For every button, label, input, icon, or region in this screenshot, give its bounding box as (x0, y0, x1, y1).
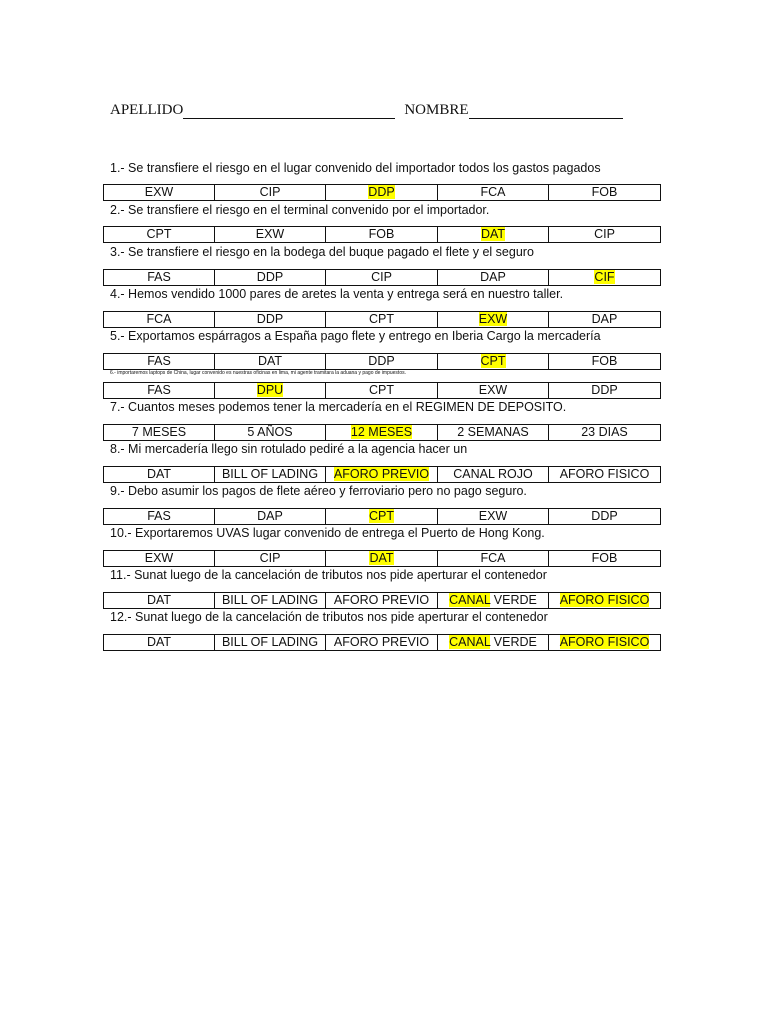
option-cell[interactable] (549, 185, 661, 201)
option-label: AFORO PREVIO (333, 593, 430, 607)
option-label: DDP (591, 509, 618, 523)
question-2-options (103, 226, 661, 243)
option-label: CIP (259, 185, 281, 199)
option-cell[interactable] (549, 383, 661, 399)
option-cell[interactable] (215, 227, 326, 243)
option-cell[interactable] (549, 467, 661, 483)
option-cell[interactable] (326, 227, 438, 243)
question-4-text: 4.- Hemos vendido 1000 pares de aretes la venta y entrega será en nuestro taller. (110, 287, 564, 301)
option-cell[interactable] (104, 270, 215, 286)
option-cell[interactable] (326, 185, 438, 201)
option-cell[interactable] (104, 354, 215, 370)
nombre-field[interactable] (469, 104, 623, 119)
option-label: CPT (369, 312, 394, 326)
option-label: CIP (371, 270, 392, 284)
option-cell[interactable] (549, 551, 661, 567)
option-cell[interactable] (438, 227, 549, 243)
option-label: 2 SEMANAS (457, 425, 529, 439)
question-11-text: 11.- Sunat luego de la cancelación de tributos nos pide aperturar el contenedor (110, 568, 547, 582)
option-label: DDP (256, 270, 284, 284)
option-label: CPT (146, 227, 172, 241)
question-1-options (103, 184, 661, 201)
option-cell[interactable] (104, 227, 215, 243)
highlighted-answer: CANAL (449, 635, 491, 649)
option-label: EXW (255, 227, 285, 241)
highlighted-answer: CIF (594, 270, 615, 284)
option-cell[interactable] (104, 312, 215, 328)
option-cell[interactable] (438, 593, 549, 609)
option-label: FOB (368, 227, 395, 241)
option-label: FOB (591, 551, 618, 565)
option-cell[interactable] (326, 635, 438, 651)
option-cell[interactable] (549, 635, 661, 651)
option-cell[interactable] (215, 635, 326, 651)
option-cell[interactable] (438, 270, 549, 286)
question-7-text: 7.- Cuantos meses podemos tener la mercadería en el REGIMEN DE DEPOSITO. (110, 400, 567, 414)
option-cell[interactable] (215, 270, 326, 286)
option-cell[interactable] (326, 354, 438, 370)
option-cell[interactable] (326, 270, 438, 286)
option-label: DAP (480, 270, 506, 284)
question-8-text: 8.- Mi mercadería llego sin rotulado pediré a la agencia hacer un (110, 442, 468, 456)
question-1-text: 1.- Se transfiere el riesgo en el lugar convenido del importador todos los gastos pagados (110, 161, 601, 175)
option-cell[interactable] (104, 635, 215, 651)
option-label: DAT (257, 354, 283, 368)
question-6-options (103, 382, 661, 399)
option-cell[interactable] (438, 354, 549, 370)
option-label: FOB (591, 354, 618, 368)
option-label: CIP (594, 227, 615, 241)
option-cell[interactable] (104, 425, 215, 441)
option-cell[interactable] (215, 354, 326, 370)
option-cell[interactable] (438, 467, 549, 483)
option-cell[interactable] (438, 509, 549, 525)
highlighted-answer: CPT (480, 354, 506, 368)
option-cell[interactable] (104, 593, 215, 609)
option-label: FAS (147, 270, 171, 284)
option-label: BILL OF LADING (221, 593, 319, 607)
option-label: FAS (147, 354, 171, 368)
highlighted-answer: EXW (478, 312, 508, 326)
option-cell[interactable] (438, 312, 549, 328)
option-label: DAT (146, 593, 172, 607)
option-label: BILL OF LADING (221, 635, 319, 649)
option-label: CPT (369, 383, 394, 397)
option-cell[interactable] (438, 383, 549, 399)
question-2-text: 2.- Se transfiere el riesgo en el terminal convenido por el importador. (110, 203, 490, 217)
highlighted-answer: CANAL (449, 593, 491, 607)
question-3-text: 3.- Se transfiere el riesgo en la bodega del buque pagado el flete y el seguro (110, 245, 534, 259)
option-cell[interactable] (104, 383, 215, 399)
question-12-text: 12.- Sunat luego de la cancelación de tributos nos pide aperturar el contenedor (110, 610, 548, 624)
highlighted-answer: AFORO FISICO (559, 593, 650, 607)
option-cell[interactable] (438, 551, 549, 567)
option-cell[interactable] (215, 467, 326, 483)
option-cell[interactable] (326, 425, 438, 441)
option-label: FCA (480, 551, 506, 565)
option-label: DDP (256, 312, 284, 326)
name-header (110, 102, 623, 119)
option-label: BILL OF LADING (221, 467, 319, 481)
nombre-label: NOMBRE (404, 102, 469, 118)
question-6-text: 6.- importaremos laptops de China, lugar convenido es nuestras oficinas en lima, mi agente tramitara la aduana y pago de impuestos. (110, 370, 406, 376)
option-cell[interactable] (549, 425, 661, 441)
option-label: EXW (478, 383, 508, 397)
question-11-options (103, 592, 661, 609)
option-label: FAS (147, 383, 171, 397)
option-cell[interactable] (549, 509, 661, 525)
question-8-options (103, 466, 661, 483)
option-cell[interactable] (326, 593, 438, 609)
option-label: FCA (480, 185, 506, 199)
option-cell[interactable] (326, 467, 438, 483)
option-cell[interactable] (549, 312, 661, 328)
option-cell[interactable] (438, 425, 549, 441)
question-5-text: 5.- Exportamos espárragos a España pago flete y entrego en Iberia Cargo la mercadería (110, 329, 601, 343)
option-cell[interactable] (215, 551, 326, 567)
highlighted-answer: AFORO PREVIO (333, 467, 430, 481)
option-cell[interactable] (215, 383, 326, 399)
option-label: DAP (591, 312, 618, 326)
highlighted-answer: DAT (480, 227, 506, 241)
option-label: EXW (478, 509, 508, 523)
option-label: CANAL ROJO (453, 467, 533, 481)
option-cell[interactable] (215, 425, 326, 441)
option-cell[interactable] (104, 551, 215, 567)
option-cell[interactable] (438, 185, 549, 201)
option-label: FOB (591, 185, 618, 199)
option-label: AFORO PREVIO (333, 635, 430, 649)
highlighted-answer: DAT (369, 551, 394, 565)
option-cell[interactable] (215, 185, 326, 201)
question-7-options (103, 424, 661, 441)
highlighted-answer: DPU (256, 383, 284, 397)
highlighted-answer: AFORO FISICO (559, 635, 650, 649)
option-cell[interactable] (326, 383, 438, 399)
option-cell[interactable] (104, 467, 215, 483)
option-label: DAT (146, 635, 172, 649)
option-cell[interactable] (326, 312, 438, 328)
option-cell[interactable] (549, 270, 661, 286)
option-label: CIP (259, 551, 281, 565)
option-label: VERDE (490, 635, 537, 649)
option-label: 23 DIAS (581, 425, 628, 439)
option-cell[interactable] (104, 185, 215, 201)
option-cell[interactable] (549, 354, 661, 370)
option-label: FAS (147, 509, 171, 523)
option-label: EXW (144, 551, 174, 565)
highlighted-answer: DDP (368, 185, 395, 199)
question-5-options (103, 353, 661, 370)
option-cell[interactable] (215, 509, 326, 525)
option-label: VERDE (490, 593, 537, 607)
option-label: DDP (591, 383, 618, 397)
option-cell[interactable] (215, 312, 326, 328)
option-label: 5 AÑOS (247, 425, 293, 439)
option-cell[interactable] (326, 551, 438, 567)
option-cell[interactable] (549, 227, 661, 243)
highlighted-answer: 12 MESES (350, 425, 413, 439)
option-cell[interactable] (215, 593, 326, 609)
option-cell[interactable] (549, 593, 661, 609)
highlighted-answer: CPT (369, 509, 394, 523)
question-4-options (103, 311, 661, 328)
option-cell[interactable] (326, 509, 438, 525)
question-9-text: 9.- Debo asumir los pagos de flete aéreo y ferroviario pero no pago seguro. (110, 484, 527, 498)
option-label: EXW (144, 185, 174, 199)
question-10-options (103, 550, 661, 567)
option-label: 7 MESES (131, 425, 187, 439)
apellido-label: APELLIDO (110, 102, 184, 118)
option-cell[interactable] (438, 635, 549, 651)
option-label: FCA (146, 312, 172, 326)
question-10-text: 10.- Exportaremos UVAS lugar convenido de entrega el Puerto de Hong Kong. (110, 526, 545, 540)
apellido-field[interactable] (183, 104, 395, 119)
question-9-options (103, 508, 661, 525)
option-label: DAP (257, 509, 283, 523)
option-label: DAT (146, 467, 172, 481)
question-12-options (103, 634, 661, 651)
option-cell[interactable] (104, 509, 215, 525)
option-label: AFORO FISICO (559, 467, 650, 481)
option-label: DDP (368, 354, 395, 368)
question-3-options (103, 269, 661, 286)
